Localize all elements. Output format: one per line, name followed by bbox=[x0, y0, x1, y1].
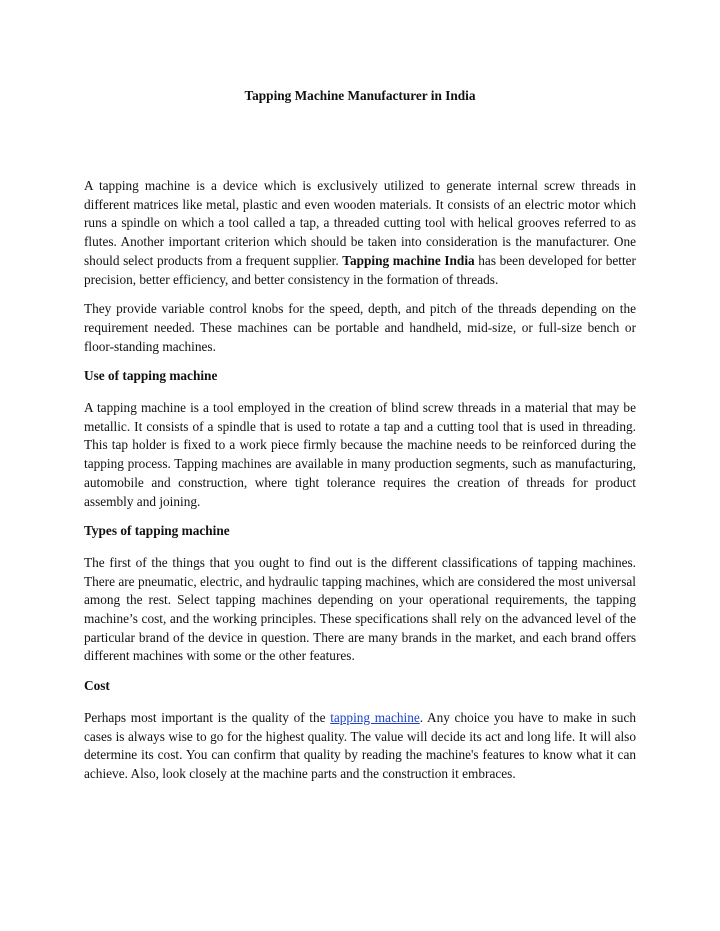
cost-text-a: Perhaps most important is the quality of the bbox=[84, 709, 331, 725]
cost-text-b: . Any choice you have to make in such cases is always wise to go for the highest quality. The value will decide its act and long life. It will also determine its cost. You can confirm that quality by reading the machine's features to know what it can achieve. Also, look closely at the machine parts and the construction it embraces. bbox=[84, 709, 637, 781]
use-heading: Use of tapping machine bbox=[84, 368, 218, 384]
types-paragraph: The first of the things that you ought to find out is the different classifications of tapping machines. There are pneumatic, electric, and hydraulic tapping machines, which are considered the most universal among the rest. Select tapping machines depending on your operational requirements, the tapping machine’s cost, and the working principles. These specifications shall rely on the advanced level of the particular brand of the device in question. There are many brands in the market, and each brand offers different machines with some or the other features. bbox=[84, 554, 636, 664]
cost-heading: Cost bbox=[84, 678, 110, 694]
intro-bold-keyword: Tapping machine India bbox=[342, 252, 475, 268]
intro-text-b: has been developed for better precision, better efficiency, and better consistency in the formation of threads. bbox=[84, 252, 636, 287]
document-title: Tapping Machine Manufacturer in India bbox=[244, 88, 476, 103]
controls-paragraph: They provide variable control knobs for the speed, depth, and pitch of the threads depending on the requirement needed. These machines can be portable and handheld, mid-size, or full-size bench or floor-standing machines. bbox=[84, 301, 636, 354]
intro-text-a: A tapping machine is a device which is exclusively utilized to generate internal screw threads in different matrices like metal, plastic and even wooden materials. It consists of an electric motor which runs a spindle on which a tool called a tap, a threaded cutting tool with helical grooves referred to as flutes. Another important criterion which should be taken into consideration is the manufacturer. One should select products from a frequent supplier. bbox=[84, 178, 636, 268]
cost-paragraph bbox=[84, 709, 636, 784]
tapping-machine-link[interactable]: tapping machine bbox=[330, 709, 420, 725]
types-heading: Types of tapping machine bbox=[84, 523, 230, 539]
document-body bbox=[84, 177, 636, 795]
use-paragraph: A tapping machine is a tool employed in the creation of blind screw threads in a material that may be metallic. It consists of a spindle that is used to rotate a tap and a cutting tool that is used in threading. This tap holder is fixed to a work piece firmly because the machine needs to be reinforced during the tapping process. Tapping machines are available in many production segments, such as manufacturing, automobile and construction, where tight tolerance requires the creation of threads for product assembly and joining. bbox=[84, 400, 636, 509]
intro-paragraph bbox=[84, 177, 636, 289]
